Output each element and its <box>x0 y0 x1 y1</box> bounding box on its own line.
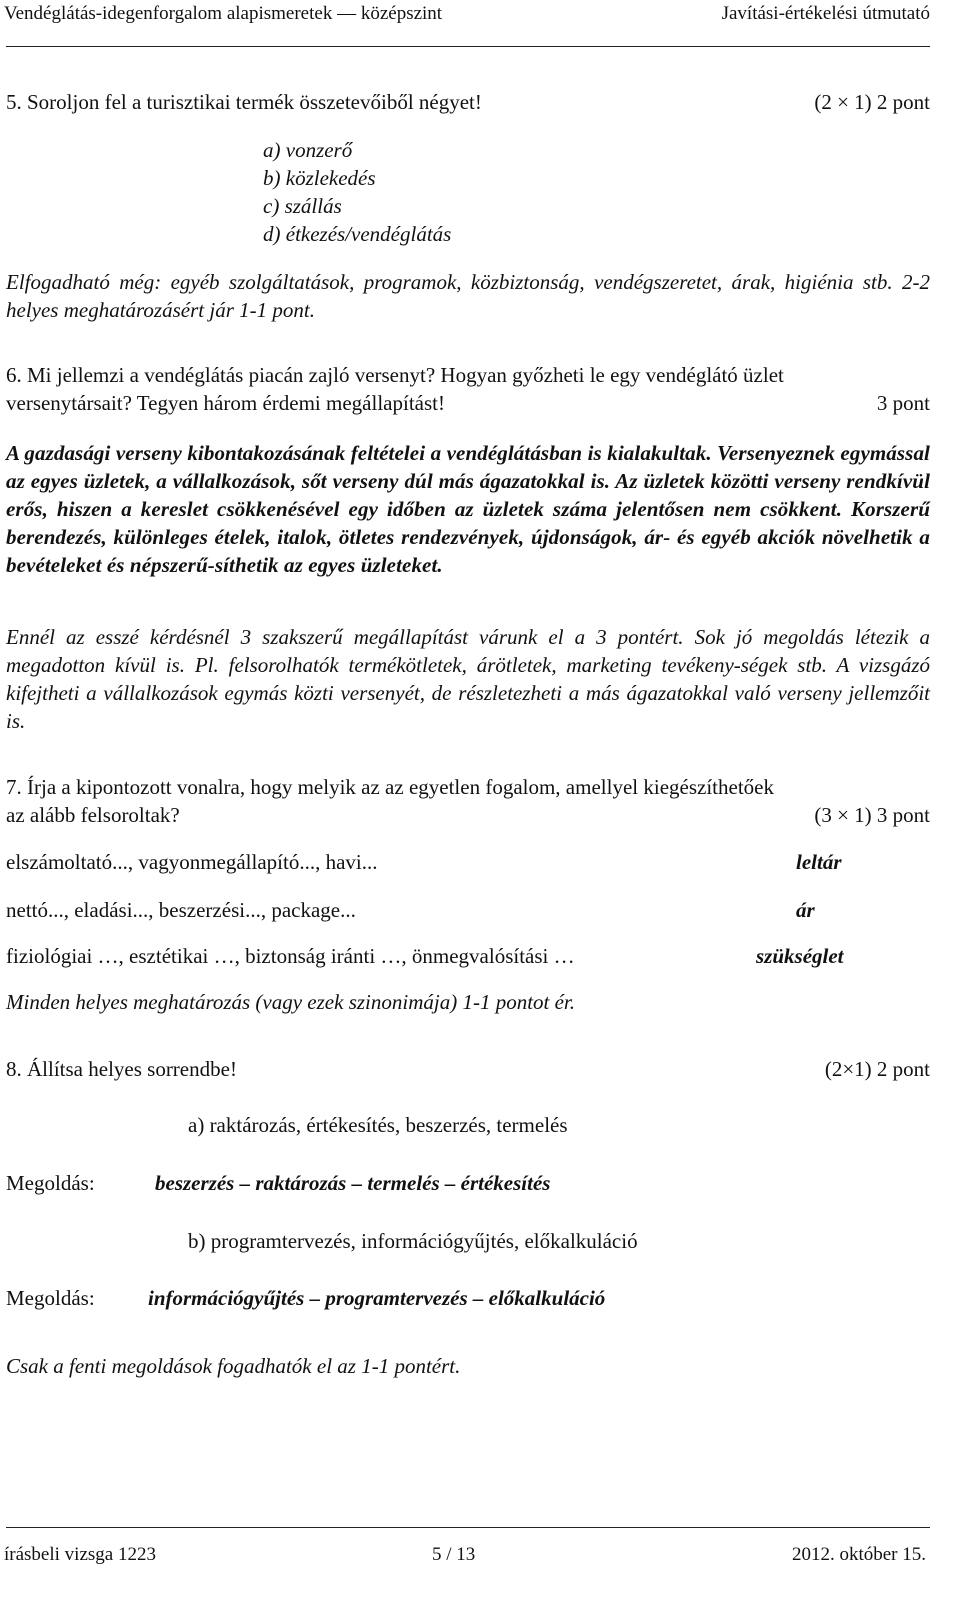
header-document-type: Javítási-értékelési útmutató <box>721 3 930 24</box>
q7-row-2-answer: ár <box>796 898 815 922</box>
q7-scoring-note: Minden helyes meghatározás (vagy ezek szinonimája) 1-1 pontot ér. <box>6 990 576 1014</box>
header-divider <box>6 46 930 47</box>
q7-question-line1: 7. Írja a kipontozott vonalra, hogy melyik az az egyetlen fogalom, amellyel kiegészíthetőek <box>6 775 774 799</box>
q5-points: (2 × 1) 2 pont <box>814 90 930 114</box>
footer-page-number: 5 / 13 <box>432 1544 476 1565</box>
q7-row-2-text: nettó..., eladási..., beszerzési..., package... <box>6 898 356 922</box>
q8-task-a: a) raktározás, értékesítés, beszerzés, termelés <box>188 1113 568 1137</box>
q7-row-3-text: fiziológiai …, esztétikai …, biztonság iránti …, önmegvalósítási … <box>6 944 575 968</box>
q6-points: 3 pont <box>876 391 930 415</box>
q7-row-1-answer: leltár <box>796 850 842 874</box>
footer-exam-code: írásbeli vizsga 1223 <box>4 1544 156 1565</box>
q5-question: 5. Soroljon fel a turisztikai termék összetevőiből négyet! <box>6 90 482 114</box>
q6-scoring-note: Ennél az esszé kérdésnél 3 szakszerű megállapítást várunk el a 3 pontért. Sok jó megoldás létezik a megadotton kívül is. Pl. felsorolhatók termékötletek, árötletek, marketing tevékeny-ségek stb. A vizsgázó kifejtheti a vállalkozások egymás közti versenyét, de részletezheti a más ágazatokkal való verseny jellemzőit is. <box>6 625 930 733</box>
q5-answer-c: c) szállás <box>263 194 342 218</box>
q8-solution-b-label: Megoldás: <box>6 1286 95 1310</box>
q7-points: (3 × 1) 3 pont <box>814 803 930 827</box>
q5-answer-d: d) étkezés/vendéglátás <box>263 222 452 246</box>
footer-divider <box>6 1527 930 1528</box>
q8-task-b: b) programtervezés, információgyűjtés, előkalkuláció <box>188 1229 638 1253</box>
q5-answer-b: b) közlekedés <box>263 166 376 190</box>
footer-date: 2012. október 15. <box>791 1544 926 1565</box>
q8-solution-b: információgyűjtés – programtervezés – előkalkuláció <box>148 1286 606 1310</box>
q5-answer-a: a) vonzerő <box>263 138 353 162</box>
q7-question-line2: az alább felsoroltak? <box>6 803 180 827</box>
q5-scoring-note: Elfogadható még: egyéb szolgáltatások, programok, közbiztonság, vendégszeretet, árak, higiénia stb. 2-2 helyes meghatározásért jár 1-1 pont. <box>6 270 930 322</box>
q8-question: 8. Állítsa helyes sorrendbe! <box>6 1057 237 1081</box>
q6-question-line1: 6. Mi jellemzi a vendéglátás piacán zajló versenyt? Hogyan győzheti le egy vendéglátó üzlet <box>6 363 784 387</box>
q6-question-line2: versenytársait? Tegyen három érdemi megállapítást! <box>6 391 445 415</box>
q7-row-3-answer: szükséglet <box>756 944 844 968</box>
header-title: Vendéglátás-idegenforgalom alapismeretek — középszint <box>4 3 443 24</box>
q6-answer: A gazdasági verseny kibontakozásának feltételei a vendéglátásban is kialakultak. Versenyeznek egymással az egyes üzletek, a vállalkozások, sőt verseny dúl más ágazatokkal is. Az üzletek közötti verseny rendkívül erős, hiszen a kereslet csökkenésével egy időben az üzletek száma jelentősen nem csökkent. Korszerű berendezés, különleges ételek, italok, ötletes rendezvények, újdonságok, ár- és egyéb akciók növelhetik a bevételeket és népszerű-síthetik az egyes üzleteket. <box>6 441 930 577</box>
q8-solution-a-label: Megoldás: <box>6 1171 95 1195</box>
q8-scoring-note: Csak a fenti megoldások fogadhatók el az 1-1 pontért. <box>6 1354 461 1378</box>
q7-row-1-text: elszámoltató..., vagyonmegállapító..., havi... <box>6 850 378 874</box>
q8-points: (2×1) 2 pont <box>824 1057 930 1081</box>
q8-solution-a: beszerzés – raktározás – termelés – értékesítés <box>155 1171 551 1195</box>
